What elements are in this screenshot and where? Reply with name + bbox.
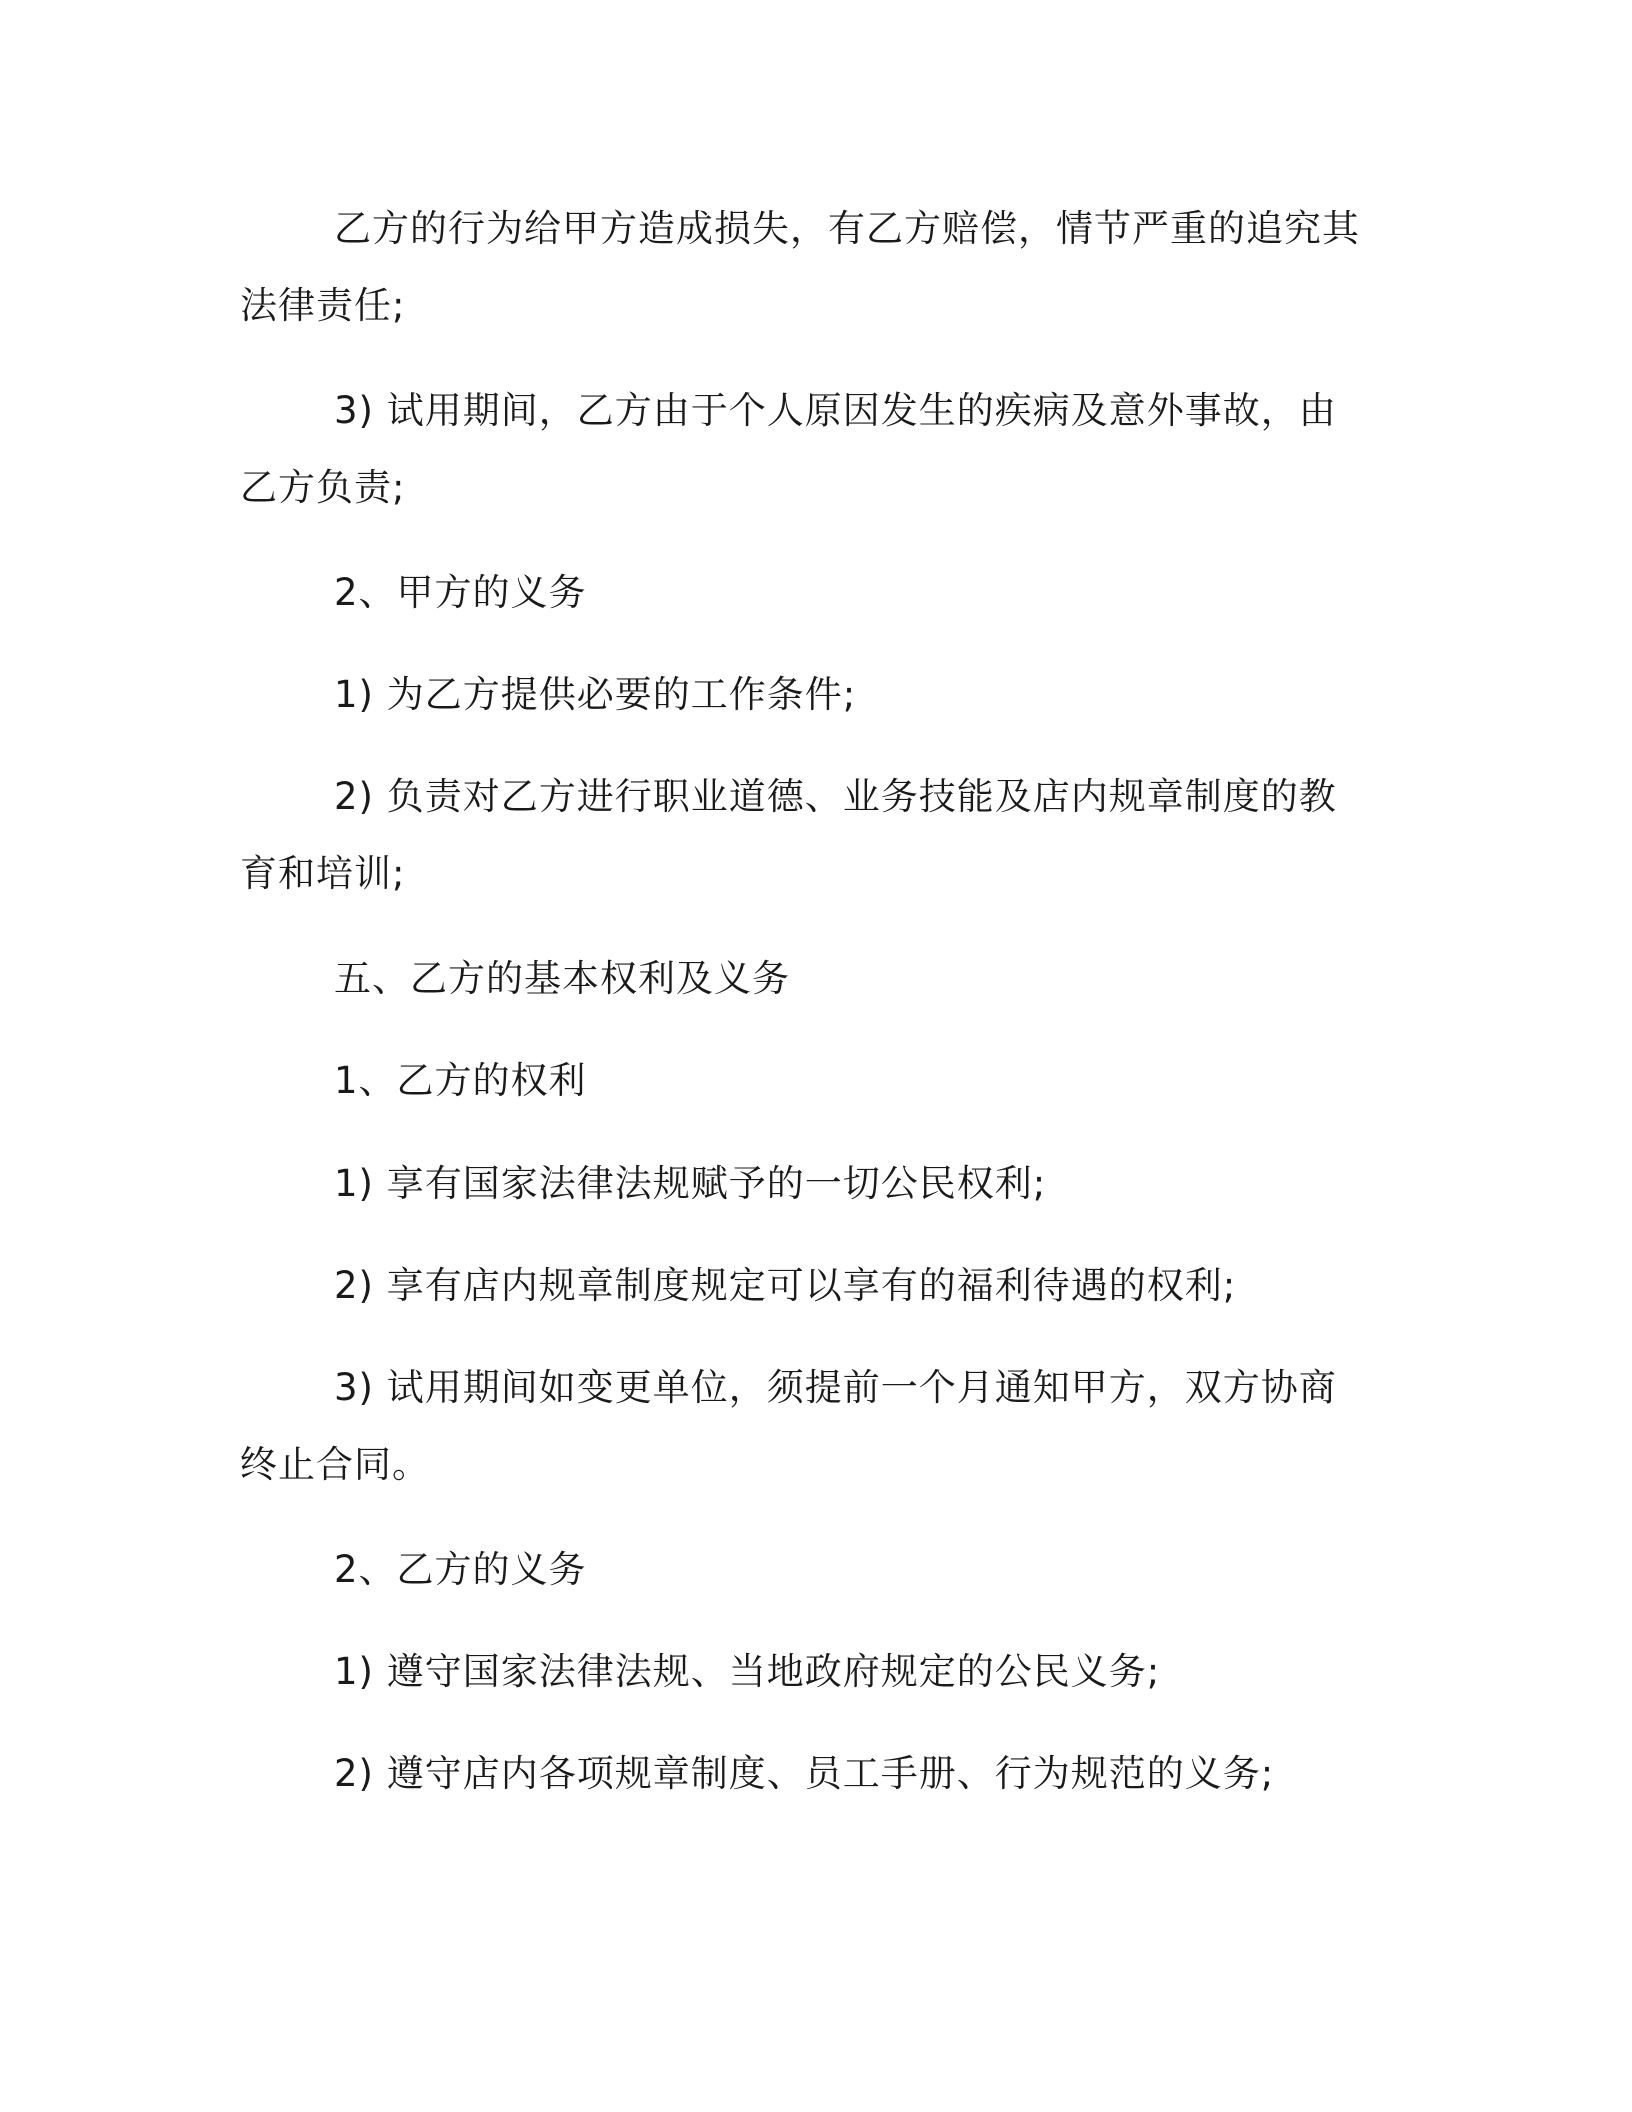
heading-party-a-obligations: 2、甲方的义务 <box>334 571 587 614</box>
heading-party-b-obligations: 2、乙方的义务 <box>334 1548 587 1591</box>
paragraph-training: 2) 负责对乙方进行职业道德、业务技能及店内规章制度的教育和培训; <box>240 775 1337 895</box>
paragraph-obey-rules: 2) 遵守店内各项规章制度、员工手册、行为规范的义务; <box>334 1752 1275 1795</box>
paragraph-citizen-rights: 1) 享有国家法律法规赋予的一切公民权利; <box>334 1162 1047 1205</box>
paragraph-probation-illness: 3) 试用期间，乙方由于个人原因发生的疾病及意外事故，由乙方负责; <box>240 389 1337 509</box>
paragraph-contract-termination: 3) 试用期间如变更单位，须提前一个月通知甲方，双方协商终止合同。 <box>240 1366 1337 1486</box>
paragraph-obey-laws: 1) 遵守国家法律法规、当地政府规定的公民义务; <box>334 1650 1161 1693</box>
paragraph-welfare-rights: 2) 享有店内规章制度规定可以享有的福利待遇的权利; <box>334 1264 1237 1307</box>
heading-section-five: 五、乙方的基本权利及义务 <box>334 957 790 1000</box>
heading-party-b-rights: 1、乙方的权利 <box>334 1059 587 1102</box>
paragraph-party-b-liability: 乙方的行为给甲方造成损失，有乙方赔偿，情节严重的追究其法律责任; <box>240 207 1360 327</box>
paragraph-work-conditions: 1) 为乙方提供必要的工作条件; <box>334 673 857 716</box>
